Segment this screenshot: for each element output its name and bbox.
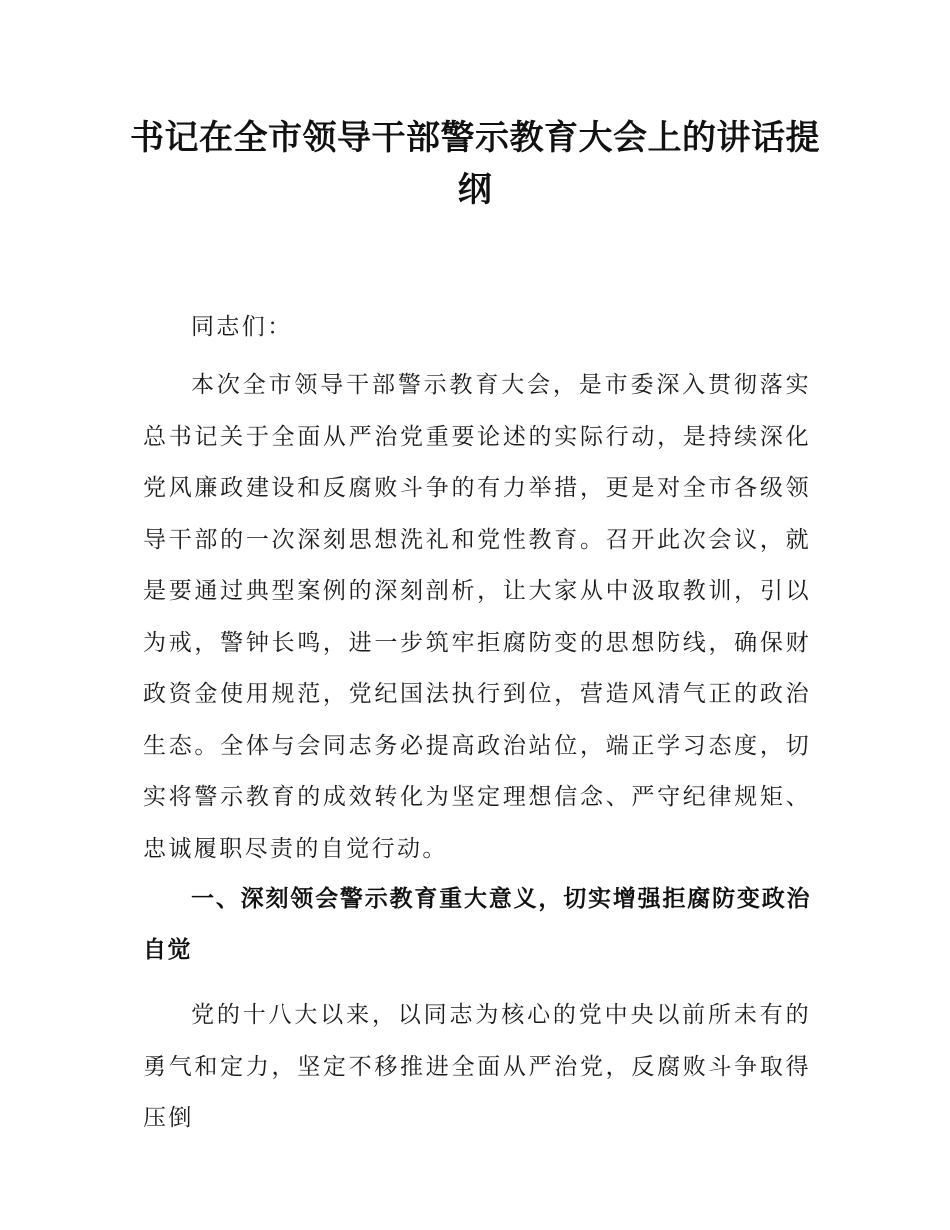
paragraph-section-1: 党的十八大以来，以同志为核心的党中央以前所未有的勇气和定力，坚定不移推进全面从严治党，反腐败斗争取得压倒 [143, 1002, 811, 1131]
section-heading-1: 一、深刻领会警示教育重大意义，切实增强拒腐防变政治自觉 [143, 886, 811, 963]
salutation: 同志们： [191, 314, 293, 340]
document-title: 书记在全市领导干部警示教育大会上的讲话提纲 [130, 118, 820, 210]
paragraph-intro: 本次全市领导干部警示教育大会，是市委深入贯彻落实总书记关于全面从严治党重要论述的实际行动，是持续深化党风廉政建设和反腐败斗争的有力举措，更是对全市各级领导干部的一次深刻思想洗礼和党性教育。召开此次会议，就是要通过典型案例的深刻剖析，让大家从中汲取教训，引以为戒，警钟长鸣，进一步筑牢拒腐防变的思想防线，确保财政资金使用规范，党纪国法执行到位，营造风清气正的政治生态。全体与会同志务必提高政治站位，端正学习态度，切实将警示教育的成效转化为坚定理想信念、严守纪律规矩、忠诚履职尽责的自觉行动。 [143, 372, 811, 862]
